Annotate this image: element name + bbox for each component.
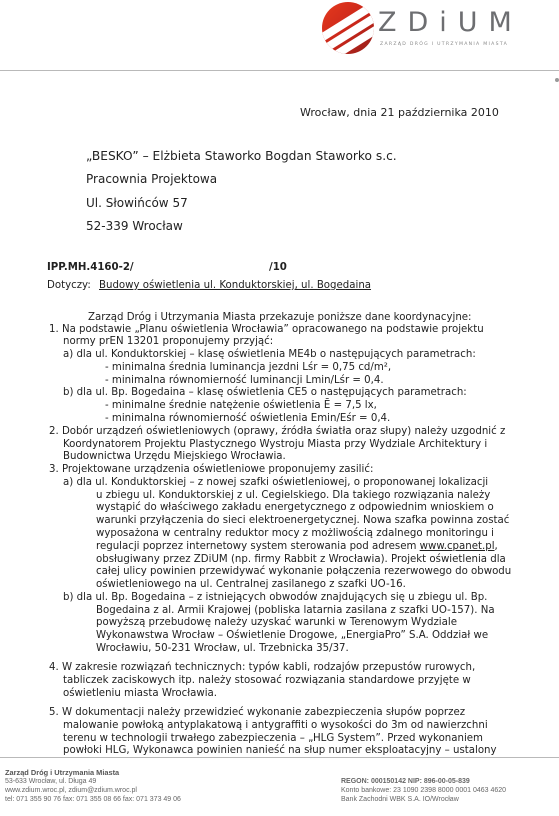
p4-line: oświetleniu miasta Wrocławia.	[63, 688, 218, 699]
zdium-logo-mark	[322, 2, 374, 54]
p3a-line: obsługiwany przez ZDiUM (np. firmy Rabbit z Wrocławia). Projekt oświetlenia dla	[96, 554, 506, 565]
p3b-line: Bogedaina z al. Armii Krajowej (pobliska latarnia zasilana z szafki UO-157). Na	[96, 605, 495, 616]
footer-regon: REGON: 000150142 NIP: 896-00-05-839	[341, 778, 470, 785]
footer-web-email: www.zdium.wroc.pl, zdium@zdium.wroc.pl	[5, 787, 137, 794]
date-line: Wrocław, dnia 21 października 2010	[300, 106, 499, 119]
p2-line: Koordynatorem Projektu Plastycznego Wystroju Miasta przy Wydziale Architektury i	[63, 439, 488, 450]
p1a-line: a) dla ul. Konduktorskiej – klasę oświetlenia ME4b o następujących parametrach:	[63, 349, 476, 360]
recipient-line-3: Ul. Słowińców 57	[86, 196, 188, 210]
p3a-line: a) dla ul. Konduktorskiej – z nowej szafki oświetleniowej, o proponowanej lokalizacji	[63, 477, 489, 488]
recipient-line-2: Pracownia Projektowa	[86, 172, 218, 186]
subject-label: Dotyczy:	[47, 280, 91, 291]
footer-divider	[0, 757, 559, 758]
logo-text: ZDiUM	[378, 7, 523, 38]
p3a-line: całej ulicy powinien przewidywać wykonanie połączenia rezerwowego do obwodu	[96, 566, 512, 577]
p1b-bullet: - minimalna równomierność oświetlenia Emin/Eśr = 0,4.	[105, 413, 391, 424]
p1b-bullet: - minimalne średnie natężenie oświetlenia Ē = 7,5 lx,	[105, 400, 377, 411]
footer-address: 53-633 Wrocław, ul. Długa 49	[5, 778, 97, 785]
header-divider	[0, 70, 559, 71]
p3a-line: wystąpić do właściwego zakładu energetycznego z odpowiednim wnioskiem o	[96, 502, 494, 513]
p3a-text: regulacji poprzez internetowy system sterowania pod adresem	[96, 541, 420, 552]
p4-line: 4. W zakresie rozwiązań technicznych: typów kabli, rodzajów przepustów rurowych,	[49, 662, 476, 673]
p3a-line: u zbiegu ul. Konduktorskiej z ul. Cegielskiego. Dla takiego rozwiązania należy	[96, 490, 491, 501]
p3b-line: powyższą przebudowę należy uzyskać warunki w Terenowym Wydziale	[96, 617, 457, 628]
p2-line: Budownictwa Urzędu Miejskiego Wrocławia.	[63, 451, 286, 462]
p5-line: terenu w technologii trwałego zabezpieczenia – „HLG System”. Przed wykonaniem	[63, 733, 483, 744]
p3b-line: Wykonawstwa Wrocław – Oświetlenie Drogowe, „EnergiaPro” S.A. Oddział we	[96, 630, 489, 641]
reference-year: /10	[269, 262, 287, 273]
p3a-line	[96, 540, 498, 553]
p5-line: malowanie powłoką antyplakatową i antygraffiti o wysokości do 3m od nawierzchni	[63, 720, 488, 731]
p3a-line: warunki przyłączenia do sieci elektroenergetycznej. Nowa szafka powinna zostać	[96, 515, 510, 526]
subject-text: Budowy oświetlenia ul. Konduktorskiej, ul. Bogedaina	[99, 280, 372, 291]
p3-line: 3. Projektowane urządzenia oświetleniowe proponujemy zasilić:	[49, 464, 374, 475]
p5-line: 5. W dokumentacji należy przewidzieć wykonanie zabezpieczenia słupów poprzez	[49, 707, 466, 718]
margin-dot	[555, 78, 559, 82]
p3a-line: wyposażona w centralny reduktor mocy z możliwością zdalnego monitoringu i	[96, 528, 494, 539]
p5-line: powłoki HLG, Wykonawca powinien nanieść na słup numer eksploatacyjny – ustalony	[63, 745, 497, 756]
recipient-line-4: 52-339 Wrocław	[86, 219, 183, 233]
p3a-text: ,	[494, 541, 498, 552]
p1-line: normy prEN 13201 proponujemy przyjąć:	[63, 336, 274, 347]
p3b-line: b) dla ul. Bp. Bogedaina – z istniejących obwodów znajdujących się u zbiegu ul. Bp.	[63, 592, 488, 603]
p1a-bullet: - minimalna równomierność luminancji Lmin/Lśr = 0,4.	[105, 375, 384, 386]
p3a-line: oświetleniowego na ul. Centralnej zasilanego z szafki UO-16.	[96, 579, 406, 590]
p2-line: 2. Dobór urządzeń oświetleniowych (oprawy, źródła światła oraz słupy) należy uzgodnić z	[49, 426, 506, 437]
recipient-line-1: „BESKO” – Elżbieta Staworko Bogdan Staworko s.c.	[86, 149, 397, 163]
p3b-line: Wrocławiu, 50-231 Wrocław, ul. Trzebnicka 35/37.	[96, 643, 349, 654]
p1b-line: b) dla ul. Bp. Bogedaina – klasę oświetlenia CE5 o następujących parametrach:	[63, 387, 467, 398]
intro-line: Zarząd Dróg i Utrzymania Miasta przekazuje poniższe dane koordynacyjne:	[88, 312, 472, 323]
footer-phone: tel: 071 355 90 76 fax: 071 355 08 66 fax: 071 373 49 06	[5, 796, 181, 803]
p1a-bullet: - minimalna średnia luminancja jezdni Lśr = 0,75 cd/m²,	[105, 362, 392, 373]
cpanet-link[interactable]: www.cpanet.pl	[419, 541, 495, 552]
logo-subtitle: ZARZĄD DRÓG I UTRZYMANIA MIASTA	[380, 42, 509, 47]
footer-bank-name: Bank Zachodni WBK S.A. IO/Wrocław	[341, 796, 459, 803]
footer-org: Zarząd Dróg i Utrzymania Miasta	[5, 768, 120, 777]
reference-number: IPP.MH.4160-2/	[47, 262, 134, 273]
p1-line: 1. Na podstawie „Planu oświetlenia Wrocławia” opracowanego na podstawie projektu	[49, 324, 484, 335]
footer-bank-account: Konto bankowe: 23 1090 2398 8000 0001 0463 4620	[341, 787, 507, 794]
p4-line: tabliczek zaciskowych itp. należy stosować rozwiązania standardowe przyjęte w	[63, 675, 471, 686]
